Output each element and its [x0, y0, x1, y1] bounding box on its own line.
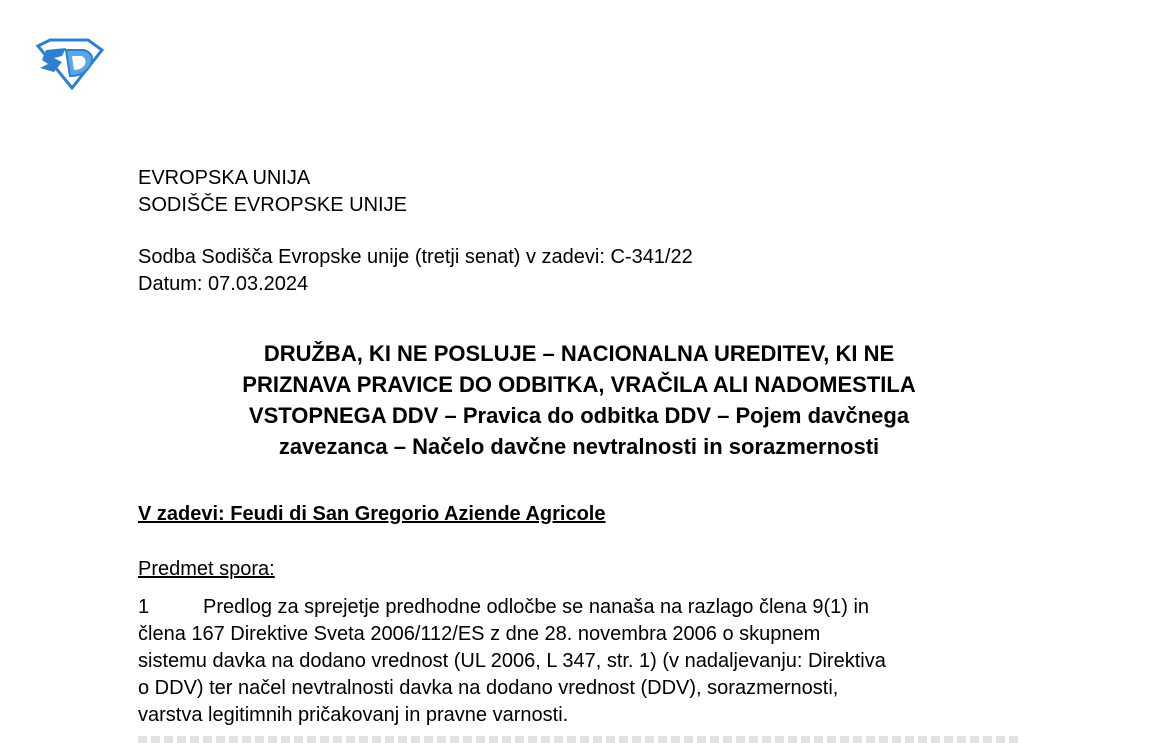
header-line-court: SODIŠČE EVROPSKE UNIJE	[138, 194, 407, 216]
paragraph-line: člena 167 Direktive Sveta 2006/112/ES z dne 28. novembra 2006 o skupnem	[138, 623, 821, 645]
paragraph-line: 1 Predlog za sprejetje predhodne odločbe se nanaša na razlago člena 9(1) in	[138, 594, 1020, 621]
next-line-fragment	[138, 736, 1020, 743]
title-line: zavezanca – Načelo davčne nevtralnosti in sorazmernosti	[278, 434, 880, 459]
case-judgment: Sodba Sodišča Evropske unije (tretji senat) v zadevi: C-341/22	[138, 246, 693, 268]
case-info	[138, 244, 1020, 298]
paragraph-line: varstva legitimnih pričakovanj in pravne varnosti.	[138, 704, 569, 726]
paragraph-line: sistemu davka na dodano vrednost (UL 2006, L 347, str. 1) (v nadaljevanju: Direktiva	[138, 650, 886, 672]
title-line: DRUŽBA, KI NE POSLUJE – NACIONALNA UREDITEV, KI NE	[263, 341, 895, 366]
paragraph-1	[138, 594, 1020, 729]
document-title	[138, 338, 1020, 462]
header-line-eu: EVROPSKA UNIJA	[138, 167, 311, 189]
logo-icon	[32, 38, 106, 92]
case-subject: V zadevi: Feudi di San Gregorio Aziende Agricole	[138, 503, 606, 525]
title-line: VSTOPNEGA DDV – Pravica do odbitka DDV – Pojem davčnega	[248, 403, 910, 428]
paragraph-line: o DDV) ter načel nevtralnosti davka na dodano vrednost (DDV), sorazmernosti,	[138, 677, 839, 699]
court-header	[138, 165, 1020, 219]
paragraph-number: 1	[138, 596, 150, 618]
case-date: Datum: 07.03.2024	[138, 273, 309, 295]
dispute-heading: Predmet spora:	[138, 558, 275, 580]
title-line: PRIZNAVA PRAVICE DO ODBITKA, VRAČILA ALI NADOMESTILA	[242, 372, 916, 397]
